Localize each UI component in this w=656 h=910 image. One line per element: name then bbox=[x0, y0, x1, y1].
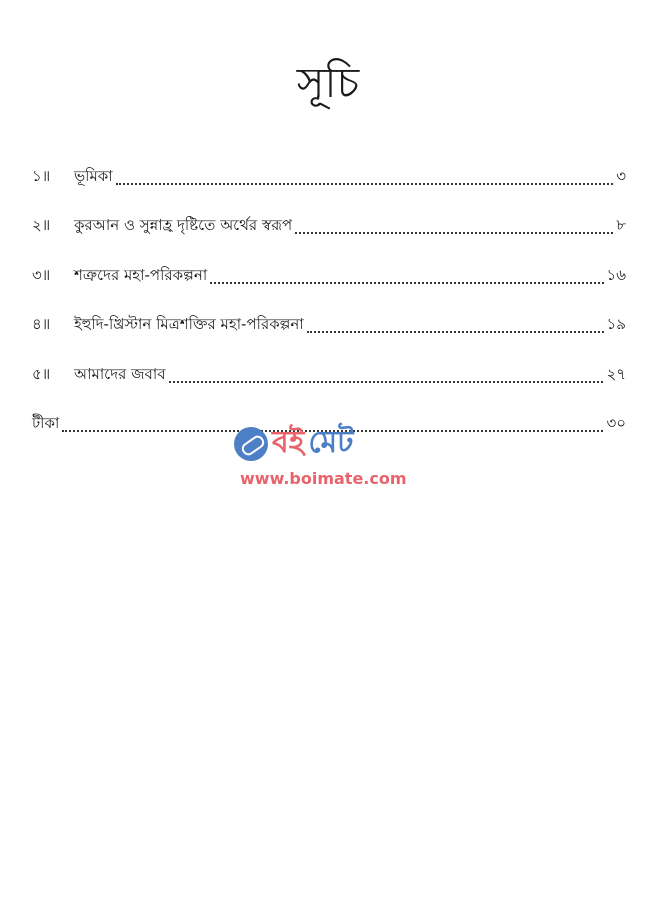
entry-page: ১৬ bbox=[606, 265, 626, 284]
entry-title: শত্রুদের মহা-পরিকল্পনা bbox=[74, 265, 208, 284]
logo-text-mate: মেট bbox=[308, 425, 354, 460]
entry-page: ২৭ bbox=[606, 364, 626, 383]
entry-page: ৩০ bbox=[606, 414, 626, 432]
entry-page: ৮ bbox=[616, 216, 626, 234]
toc-entry bbox=[32, 338, 626, 388]
entry-number: ৩॥ bbox=[32, 265, 51, 284]
dot-leader bbox=[169, 381, 604, 383]
paperclip-icon bbox=[234, 427, 268, 461]
entry-number: ৫॥ bbox=[32, 364, 51, 383]
entry-number: ৪॥ bbox=[32, 315, 51, 333]
entry-title: কুরআন ও সুন্নাহ্র দৃষ্টিতে অর্থের স্বরূপ bbox=[74, 216, 293, 234]
table-of-contents bbox=[32, 140, 626, 437]
entry-title: ভূমিকা bbox=[74, 166, 113, 185]
dot-leader bbox=[307, 331, 604, 333]
entry-title: ইহুদি-খ্রিস্টান মিত্রশক্তির মহা-পরিকল্পনা bbox=[74, 315, 304, 333]
toc-entry bbox=[32, 190, 626, 240]
entry-number: ২॥ bbox=[32, 216, 51, 234]
toc-entry bbox=[32, 239, 626, 289]
watermark-url: www.boimate.com bbox=[240, 469, 407, 488]
entry-number: ১॥ bbox=[32, 166, 51, 185]
entry-title: আমাদের জবাব bbox=[74, 364, 166, 383]
page-title: সূচি bbox=[296, 58, 360, 107]
toc-entry bbox=[32, 289, 626, 339]
boimate-watermark bbox=[234, 418, 424, 488]
logo-text-boi: বই bbox=[272, 425, 305, 460]
entry-title: টীকা bbox=[32, 414, 60, 432]
dot-leader bbox=[295, 232, 613, 234]
toc-entry bbox=[32, 140, 626, 190]
dot-leader bbox=[116, 183, 614, 185]
entry-page: ৩ bbox=[616, 166, 626, 185]
entry-page: ১৯ bbox=[606, 315, 626, 333]
dot-leader bbox=[210, 282, 603, 284]
